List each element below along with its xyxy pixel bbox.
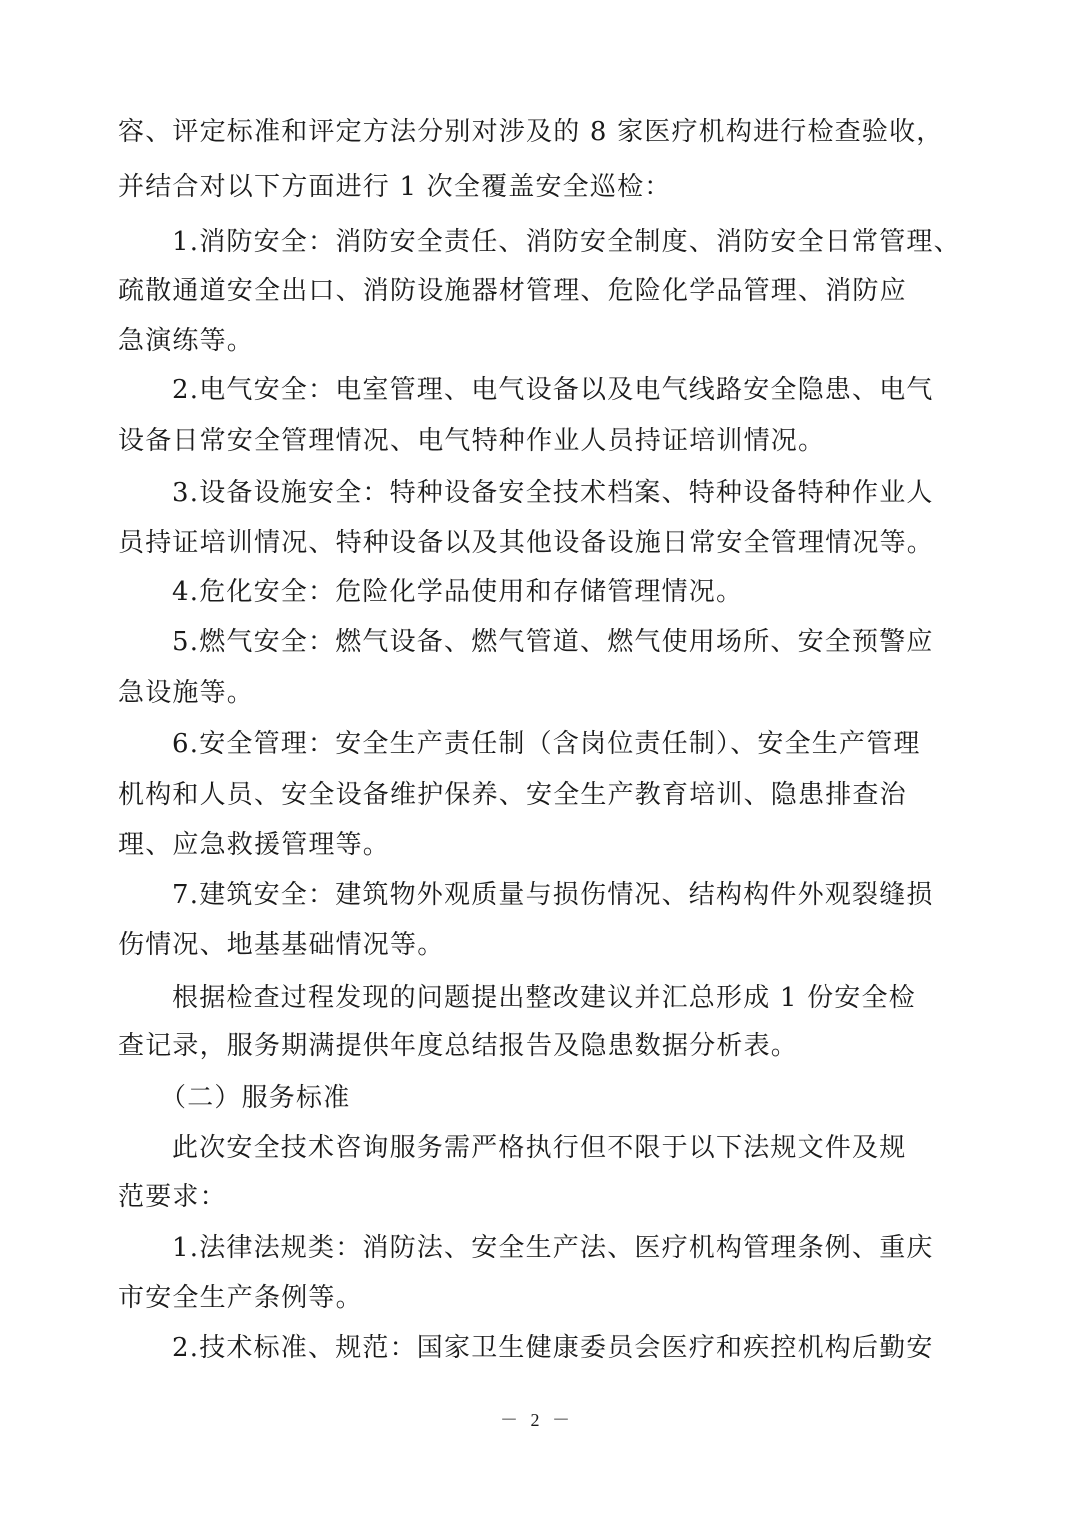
text-line: 伤情况、地基基础情况等。 [118, 930, 445, 960]
page-number: － 2 － [500, 1410, 574, 1430]
text-line: 急演练等。 [118, 326, 255, 356]
text-line: 疏散通道安全出口、消防设施器材管理、危险化学品管理、消防应 [118, 276, 907, 306]
paragraph-electrical-safety: 2.电气安全：电室管理、电气设备以及电气线路安全隐患、电气 [172, 375, 934, 405]
paragraph-inspection-record: 根据检查过程发现的问题提出整改建议并汇总形成 1 份安全检 [172, 983, 916, 1013]
text-line: 机构和人员、安全设备维护保养、安全生产教育培训、隐患排查治 [118, 780, 907, 810]
paragraph-hazardous-chemicals: 4.危化安全：危险化学品使用和存储管理情况。 [172, 577, 744, 607]
paragraph-safety-management: 6.安全管理：安全生产责任制（含岗位责任制）、安全生产管理 [172, 729, 921, 759]
text-line: 范要求： [118, 1182, 227, 1212]
paragraph-laws-regulations: 1.法律法规类：消防法、安全生产法、医疗机构管理条例、重庆 [172, 1233, 934, 1263]
paragraph-fire-safety: 1.消防安全：消防安全责任、消防安全制度、消防安全日常管理、 [172, 227, 961, 257]
paragraph-technical-standards: 2.技术标准、规范：国家卫生健康委员会医疗和疾控机构后勤安 [172, 1333, 934, 1363]
section-heading-service-standards: （二）服务标准 [160, 1083, 351, 1113]
text-line: 急设施等。 [118, 678, 255, 708]
paragraph-equipment-safety: 3.设备设施安全：特种设备安全技术档案、特种设备特种作业人 [172, 478, 934, 508]
text-line: 市安全生产条例等。 [118, 1283, 363, 1313]
paragraph-building-safety: 7.建筑安全：建筑物外观质量与损伤情况、结构构件外观裂缝损 [172, 880, 934, 910]
text-line: 容、评定标准和评定方法分别对涉及的 8 家医疗机构进行检查验收， [118, 117, 944, 147]
paragraph-gas-safety: 5.燃气安全：燃气设备、燃气管道、燃气使用场所、安全预警应 [172, 627, 934, 657]
text-line: 设备日常安全管理情况、电气特种作业人员持证培训情况。 [118, 426, 826, 456]
text-line: 并结合对以下方面进行 1 次全覆盖安全巡检： [118, 172, 672, 202]
text-line: 员持证培训情况、特种设备以及其他设备设施日常安全管理情况等。 [118, 528, 935, 558]
paragraph-service-requirements: 此次安全技术咨询服务需严格执行但不限于以下法规文件及规 [172, 1133, 907, 1163]
text-line: 查记录，服务期满提供年度总结报告及隐患数据分析表。 [118, 1031, 799, 1061]
text-line: 理、应急救援管理等。 [118, 830, 391, 860]
